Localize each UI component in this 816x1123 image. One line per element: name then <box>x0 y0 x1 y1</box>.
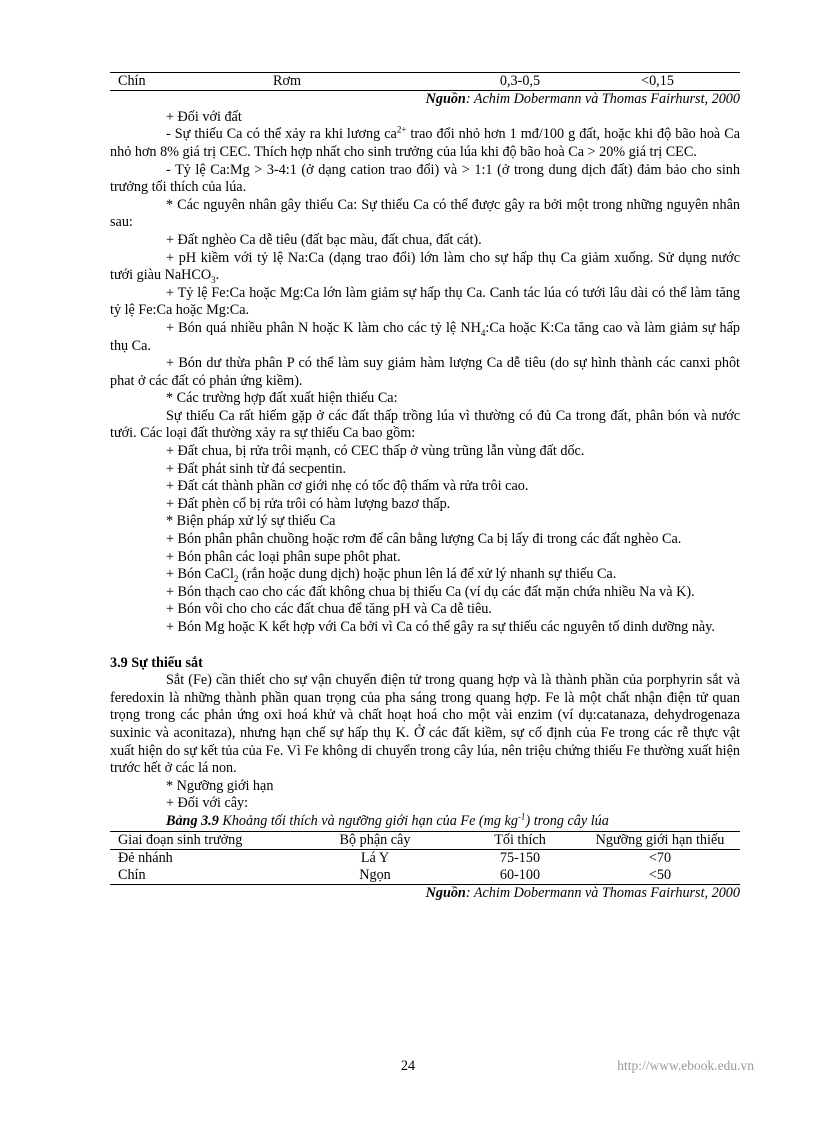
source-label: Nguồn <box>425 885 466 902</box>
source-label: Nguồn <box>425 91 466 108</box>
paragraph <box>110 566 740 584</box>
fe-threshold-table <box>110 831 740 886</box>
superscript: -1 <box>517 811 526 822</box>
table-caption <box>110 813 740 831</box>
text-run: + pH kiềm với tỷ lệ Na:Ca (dạng trao đổi) lớn làm cho sự hấp thụ Ca giảm xuống. Sử dụng nước tưới giàu NaHCO <box>110 249 740 284</box>
paragraph: + Đối với đất <box>166 108 242 125</box>
table-cell: <70 <box>648 849 672 866</box>
paragraph: + Bón vôi cho cho các đất chua để tăng pH và Ca dễ tiêu. <box>166 601 492 618</box>
table-cell: Rơm <box>265 73 465 91</box>
text-run: :Ca hoặc K:Ca tăng cao và làm giảm sự hấp thụ Ca. <box>110 319 740 354</box>
superscript: 2+ <box>396 124 407 135</box>
top-table <box>110 72 740 91</box>
column-header: Giai đoạn sinh trưởng <box>110 831 290 849</box>
text-run: - Sự thiếu Ca có thể xảy ra khi lương ca <box>166 126 397 143</box>
footer-url-link[interactable]: http://www.ebook.edu.vn <box>617 1058 754 1073</box>
table-row <box>110 73 740 91</box>
table-cell: Chín <box>110 73 265 91</box>
paragraph: Sự thiếu Ca rất hiếm gặp ở các đất thấp trồng lúa vì thường có đủ Ca trong đất, phân bón và nước tưới. Các loại đất thường xảy ra sự thiếu Ca bao gồm: <box>110 407 740 442</box>
page-content <box>110 72 740 903</box>
source-note <box>110 91 740 109</box>
paragraph: - Tỷ lệ Ca:Mg > 3-4:1 (ở dạng cation trao đổi) và > 1:1 (ở trong dung dịch đất) đảm bảo cho sinh trưởng tối thích của lúa. <box>110 161 740 196</box>
paragraph: + Đối với cây: <box>166 795 249 812</box>
paragraph: + Đất phát sinh từ đá secpentin. <box>166 460 346 477</box>
text-run: . <box>215 267 220 284</box>
paragraph: * Biện pháp xử lý sự thiếu Ca <box>166 513 336 530</box>
table-cell: Lá Y <box>360 849 390 866</box>
paragraph: + Đất chua, bị rửa trôi mạnh, có CEC thấp ở vùng trũng lẫn vùng đất dốc. <box>166 443 585 460</box>
paragraph <box>110 126 740 161</box>
table-cell: 60-100 <box>460 867 580 885</box>
paragraph: Sắt (Fe) cần thiết cho sự vận chuyển điện tử trong quang hợp và là thành phần của porphyrin sắt và feredoxin là những thành phần quan trọng của pha sáng trong quang hợp. Fe là một chất nhận điện tử quan trọng trong các phản ứng oxi hoá khử và chất hoạt hoá cho một vài enzim (ví dụ:catanaza, dehydrogenaza suxinic và aconitaza), nhưng hạn chế sự hấp thụ K. Ở các đất kiềm, sự cố định của Fe trong các rễ thực vật xuất hiện do sự kết tủa của Fe. Vì Fe không di chuyển trong cây lúa, nên triệu chứng thiếu Fe thường xuất hiện trước hết ở các lá non. <box>110 672 740 777</box>
caption-text: ) trong cây lúa <box>525 812 609 829</box>
column-header: Bộ phận cây <box>290 831 460 849</box>
caption-label: Bảng 3.9 <box>166 812 219 829</box>
page-footer <box>0 1058 816 1078</box>
subscript: 4 <box>480 327 486 338</box>
page-number: 24 <box>400 1058 416 1074</box>
table-cell: 0,3-0,5 <box>465 73 575 91</box>
text-run: trao đổi nhỏ hơn 1 mđ/100 g đất, hoặc khi độ bão hoà Ca nhỏ hơn 8% giá trị CEC. Thích hợp nhất cho sinh trưởng của lúa khi độ bão hoà Ca > 20% giá trị CEC. <box>110 126 740 160</box>
table-cell: Đẻ nhánh <box>118 849 173 866</box>
source-text: : Achim Dobermann và Thomas Fairhurst, 2000 <box>465 91 740 108</box>
paragraph: + Bón dư thừa phân P có thể làm suy giảm hàm lượng Ca dễ tiêu (do sự hình thành các canxi phôt phat ở các đất có phản ứng kiềm). <box>110 355 740 389</box>
table-row <box>110 849 740 867</box>
paragraph: + Bón Mg hoặc K kết hợp với Ca bởi vì Ca có thể gây ra sự thiếu các nguyên tố dinh dưỡng này. <box>166 619 715 636</box>
source-text: : Achim Dobermann và Thomas Fairhurst, 2000 <box>465 885 740 902</box>
source-note <box>110 885 740 903</box>
subscript: 2 <box>233 574 239 585</box>
paragraph: * Các trường hợp đất xuất hiện thiếu Ca: <box>166 390 398 407</box>
subscript: 3 <box>211 274 216 285</box>
table-row <box>110 867 740 885</box>
text-run: + Bón CaCl <box>166 566 234 583</box>
column-header: Tối thích <box>460 831 580 849</box>
table-cell: <0,15 <box>575 73 740 91</box>
caption-text: Khoảng tối thích và ngưỡng giới hạn của Fe (mg kg <box>218 812 518 829</box>
paragraph: * Ngưỡng giới hạn <box>166 777 274 794</box>
paragraph: + Đất nghèo Ca dễ tiêu (đất bạc màu, đất chua, đất cát). <box>166 231 482 248</box>
paragraph <box>110 250 740 285</box>
paragraph: + Đất phèn cổ bị rửa trôi có hàm lượng bazơ thấp. <box>166 495 451 512</box>
table-cell: Ngọn <box>290 867 460 885</box>
paragraph: + Bón phân phân chuồng hoặc rơm để cân bằng lượng Ca bị lấy đi trong các đất nghèo Ca. <box>166 531 682 548</box>
paragraph: + Tỷ lệ Fe:Ca hoặc Mg:Ca lớn làm giảm sự hấp thụ Ca. Canh tác lúa có tưới lâu dài có thể làm tăng tỷ lệ Fe:Ca hoặc Mg:Ca. <box>110 284 740 319</box>
table-header-row <box>110 831 740 849</box>
paragraph: + Bón phân các loại phân supe phôt phat. <box>166 548 401 565</box>
column-header: Ngưỡng giới hạn thiếu <box>580 831 740 849</box>
paragraph <box>110 320 740 355</box>
table-cell: Chín <box>110 867 290 885</box>
section-title: 3.9 Sự thiếu sắt <box>110 654 203 671</box>
text-run: (rắn hoặc dung dịch) hoặc phun lên lá để xử lý nhanh sự thiếu Ca. <box>238 566 617 583</box>
paragraph: + Bón thạch cao cho các đất không chua bị thiếu Ca (ví dụ các đất mặn chứa nhiều Na và K). <box>166 583 695 600</box>
table-cell: <50 <box>580 867 740 885</box>
paragraph: + Đất cát thành phần cơ giới nhẹ có tốc độ thấm và rửa trôi cao. <box>166 478 529 495</box>
text-run: + Bón quá nhiều phân N hoặc K làm cho các tỷ lệ NH <box>166 319 481 336</box>
table-cell: 75-150 <box>499 849 541 866</box>
paragraph: * Các nguyên nhân gây thiếu Ca: Sự thiếu Ca có thể được gây ra bởi một trong những nguyên nhân sau: <box>110 196 740 231</box>
